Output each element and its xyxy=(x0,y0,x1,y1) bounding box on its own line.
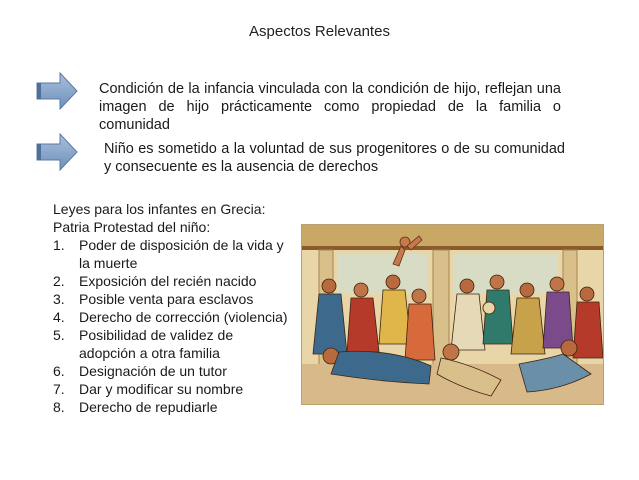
greek-scene-illustration xyxy=(301,224,604,405)
list-item xyxy=(53,380,293,398)
list-item xyxy=(53,236,293,272)
list-item-number: 7. xyxy=(53,381,65,397)
list-item-number: 8. xyxy=(53,399,65,415)
list-item-number: 1. xyxy=(53,237,65,253)
list-item-number: 2. xyxy=(53,273,65,289)
list-item-text: Exposición del recién nacido xyxy=(79,273,257,289)
list-item xyxy=(53,290,293,308)
list-item-text: Posibilidad de validez de adopción a otra familia xyxy=(79,327,234,361)
list-item-text: Posible venta para esclavos xyxy=(79,291,254,307)
right-arrow-icon xyxy=(36,72,78,110)
list-item xyxy=(53,326,293,362)
list-item-text: Dar y modificar su nombre xyxy=(79,381,244,397)
slide-title: Aspectos Relevantes xyxy=(249,23,390,40)
laws-section xyxy=(53,200,293,416)
list-item xyxy=(53,272,293,290)
list-item-number: 3. xyxy=(53,291,65,307)
list-item xyxy=(53,362,293,380)
list-item-number: 5. xyxy=(53,327,65,343)
list-item-text: Derecho de repudiarle xyxy=(79,399,218,415)
laws-subheading: Patria Protestad del niño: xyxy=(53,219,211,235)
list-item-number: 4. xyxy=(53,309,65,325)
bullet-text: Condición de la infancia vinculada con la condición de hijo, reflejan una imagen de hijo prácticamente como propiedad de la familia o comunidad xyxy=(99,81,561,133)
list-item-text: Derecho de corrección (violencia) xyxy=(79,309,288,325)
laws-heading: Leyes para los infantes en Grecia: xyxy=(53,201,266,217)
right-arrow-icon xyxy=(36,133,78,171)
bullet-text: Niño es sometido a la voluntad de sus progenitores o de su comunidad y consecuente es la ausencia de derechos xyxy=(104,141,565,175)
list-item-number: 6. xyxy=(53,363,65,379)
list-item-text: Designación de un tutor xyxy=(79,363,227,379)
list-item xyxy=(53,398,293,416)
laws-list xyxy=(53,236,293,416)
list-item-text: Poder de disposición de la vida y la muerte xyxy=(79,237,284,271)
list-item xyxy=(53,308,293,326)
